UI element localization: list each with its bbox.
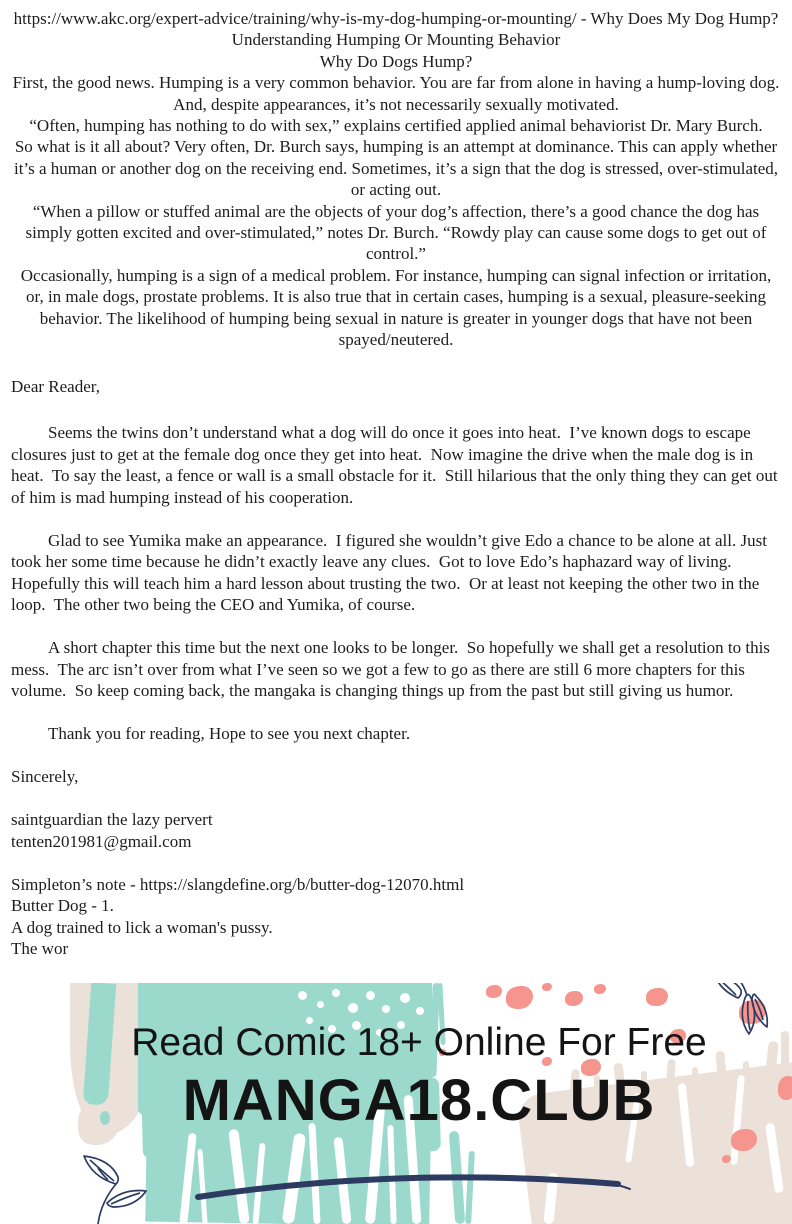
polka-dot (298, 991, 307, 1000)
article-source-line: https://www.akc.org/expert-advice/training/why-is-my-dog-humping-or-mounting/ - Why Does My Dog Hump? Understanding Humping Or Mounting Behavior (13, 9, 779, 50)
teal-streak-bottom (465, 1151, 475, 1224)
manga18-promo-banner[interactable] (70, 983, 792, 1224)
cream-drip (781, 1031, 789, 1113)
polka-dot (332, 989, 340, 997)
letter-paragraph: A short chapter this time but the next one looks to be longer. So hopefully we shall get a resolution to this mess. The arc isn’t over from what I’ve seen so we got a few to go as there are still 6 more chapters for this volume. So keep coming back, the mangaka is changing things up from the past but still giving us humor. (11, 638, 775, 700)
banner-site-name[interactable]: MANGA18.CLUB (182, 1068, 656, 1133)
teal-streak-bottom (449, 1131, 465, 1224)
signature-email[interactable]: tenten201981@gmail.com (11, 831, 192, 851)
translator-footnote (11, 874, 781, 960)
letter-closing: Sincerely, (11, 767, 79, 786)
pink-blob (565, 991, 583, 1006)
article-paragraph: “When a pillow or stuffed animal are the objects of your dog’s affection, there’s a good chance the dog has simply gotten excited and over-stimulated,” notes Dr. Burch. “Rowdy play can cause some dogs to get out of control.” (25, 201, 767, 264)
letter-paragraph: Seems the twins don’t understand what a dog will do once it goes into heat. I’ve known dogs to escape closures just to get at the female dog once they get into heat. Now imagine the drive when the male dog is in heat. To say the least, a fence or wall is a small obstacle for it. Still hilarious that the only thing they can get out of him is mad humping instead of his cooperation. (11, 423, 782, 507)
polka-dot (400, 993, 410, 1003)
footnote-definition: A dog trained to lick a woman's pussy. (11, 917, 273, 937)
letter-paragraph: Glad to see Yumika make an appearance. I figured she wouldn’t give Edo a chance to be alone at all. Just took her some time because he didn’t exactly leave any clues. Got to love Edo’s haphazard way of living. Hopefully this will teach him a hard lesson about trusting the two. Or at least not keeping the other two in the loop. The other two being the CEO and Yumika, of course. (11, 530, 772, 614)
banner-tagline: Read Comic 18+ Online For Free (131, 1021, 707, 1064)
article-paragraph: First, the good news. Humping is a very common behavior. You are far from alone in having a hump-loving dog. And, despite appearances, it’s not necessarily sexually motivated. (12, 73, 780, 114)
letter-salutation: Dear Reader, (11, 376, 100, 396)
footnote-source-line[interactable]: Simpleton’s note - https://slangdefine.org/b/butter-dog-12070.html (11, 874, 465, 894)
article-paragraph: So what is it all about? Very often, Dr. Burch says, humping is an attempt at dominance. This can apply whether it’s a human or another dog on the receiving end. Sometimes, it’s a sign that the dog is stressed, over-stimulated, or acting out. (13, 137, 779, 200)
footnote-truncated-line: The wor (11, 939, 69, 958)
polka-dot (382, 1005, 390, 1013)
reader-letter (11, 376, 781, 960)
pink-blob (506, 986, 533, 1009)
article-paragraph: Occasionally, humping is a sign of a medical problem. For instance, humping can signal infection or irritation, or, in male dogs, prostate problems. It is also true that in certain cases, humping is a sexual, pleasure-seeking behavior. The likelihood of humping being sexual in nature is greater in younger dogs that have not been spayed/neutered. (20, 265, 772, 350)
polka-dot (348, 1003, 358, 1013)
letter-paragraph: Thank you for reading, Hope to see you next chapter. (48, 724, 411, 743)
pink-blob (778, 1076, 792, 1100)
pink-blob (646, 988, 668, 1006)
footnote-term: Butter Dog - 1. (11, 896, 114, 915)
document-text-column (11, 8, 781, 960)
pink-blob (594, 984, 606, 994)
polka-dot (366, 991, 375, 1000)
quoted-article (11, 8, 781, 351)
polka-dot (317, 1001, 324, 1008)
pink-blob (542, 983, 552, 991)
polka-dot (416, 1007, 424, 1015)
article-heading: Why Do Dogs Hump? (319, 51, 473, 71)
article-paragraph: “Often, humping has nothing to do with sex,” explains certified applied animal behaviorist Dr. Mary Burch. (29, 116, 763, 136)
signature-name: saintguardian the lazy pervert (11, 810, 213, 829)
pink-blob (486, 985, 502, 998)
